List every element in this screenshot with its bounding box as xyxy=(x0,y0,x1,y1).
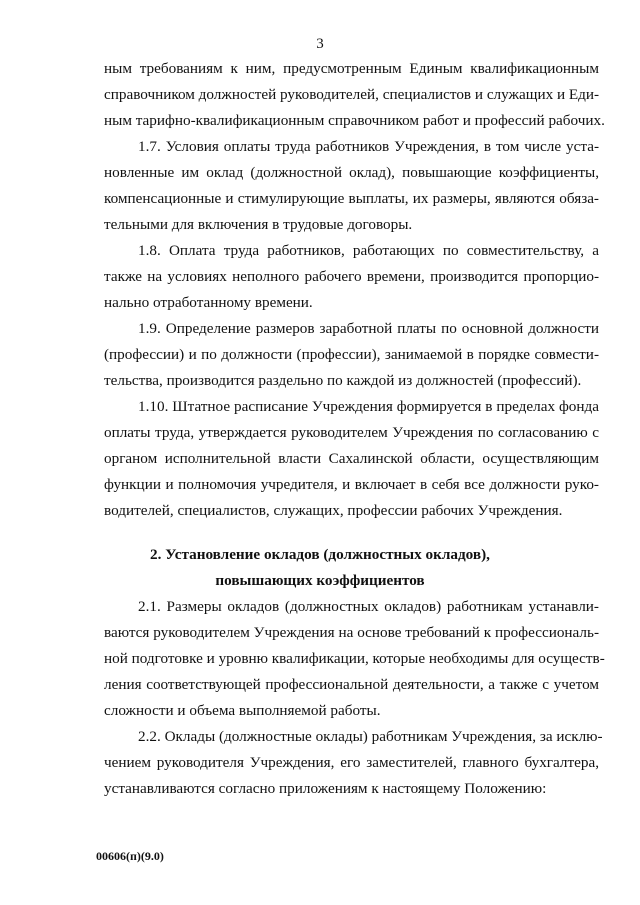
text-line: нально отработанному времени. xyxy=(104,294,313,311)
paragraph-1-10-line: 1.10. Штатное расписание Учреждения формируется в пределах фонда xyxy=(138,398,599,415)
text-line: также на условиях неполного рабочего времени, производится пропорцио- xyxy=(104,268,599,285)
text-line: оплаты труда, утверждается руководителем Учреждения по согласованию с xyxy=(104,424,599,441)
paragraph-1-9-line: 1.9. Определение размеров заработной платы по основной должности xyxy=(138,320,599,337)
paragraph-2-1-line: 2.1. Размеры окладов (должностных окладов) работникам устанавли- xyxy=(138,598,599,615)
text-line: органом исполнительной власти Сахалинской области, осуществляющим xyxy=(104,450,599,467)
text-line: тельства, производится раздельно по каждой из должностей (профессий). xyxy=(104,372,582,389)
text-line: водителей, специалистов, служащих, профессии рабочих Учреждения. xyxy=(104,502,563,519)
text-line: ным тарифно-квалификационным справочником работ и профессий рабочих. xyxy=(104,112,605,129)
text-line: компенсационные и стимулирующие выплаты, их размеры, являются обяза- xyxy=(104,190,599,207)
text-line: ления соответствующей профессиональной деятельности, а также с учетом xyxy=(104,676,599,693)
text-line: сложности и объема выполняемой работы. xyxy=(104,702,381,719)
text-line: функции и полномочия учредителя, и включает в себя все должности руко- xyxy=(104,476,599,493)
text-line: ным требованиям к ним, предусмотренным Единым квалификационным xyxy=(104,60,599,77)
text-line: устанавливаются согласно приложениям к настоящему Положению: xyxy=(104,780,547,797)
text-line: ваются руководителем Учреждения на основе требований к профессиональ- xyxy=(104,624,599,641)
paragraph-1-8-line: 1.8. Оплата труда работников, работающих по совместительству, а xyxy=(138,242,599,259)
paragraph-2-2-line: 2.2. Оклады (должностные оклады) работникам Учреждения, за исклю- xyxy=(138,728,603,745)
text-line: ной подготовке и уровню квалификации, которые необходимы для осуществ- xyxy=(104,650,605,667)
text-line: (профессии) и по должности (профессии), занимаемой в порядке совмести- xyxy=(104,346,599,363)
text-line: тельными для включения в трудовые договоры. xyxy=(104,216,413,233)
paragraph-1-7-line: 1.7. Условия оплаты труда работников Учреждения, в том числе уста- xyxy=(138,138,599,155)
page-number: 3 xyxy=(316,36,324,52)
section-heading: повышающих коэффициентов xyxy=(215,572,425,589)
text-line: чением руководителя Учреждения, его заместителей, главного бухгалтера, xyxy=(104,754,599,771)
text-line: справочником должностей руководителей, специалистов и служащих и Еди- xyxy=(104,86,600,103)
text-line: новленные им оклад (должностной оклад), повышающие коэффициенты, xyxy=(104,164,599,181)
document-code: 00606(п)(9.0) xyxy=(96,849,164,863)
section-heading: 2. Установление окладов (должностных окладов), xyxy=(150,546,490,563)
